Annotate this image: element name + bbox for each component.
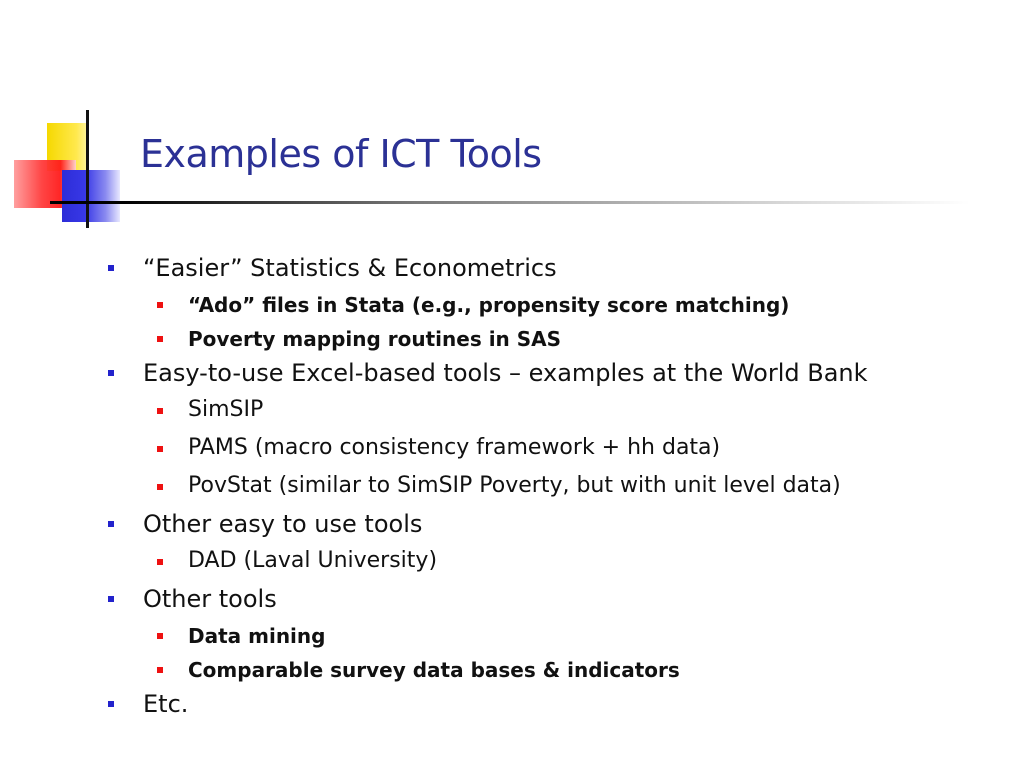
blue-square-bullet-icon [108, 521, 114, 527]
sub-bullet-text: SimSIP [188, 397, 264, 422]
red-square-bullet-icon [157, 302, 163, 308]
sub-bullet-text: Data mining [188, 624, 326, 648]
sub-bullet-text: Poverty mapping routines in SAS [188, 327, 562, 351]
sub-bullet-item-comparable-survey [104, 654, 1004, 688]
bullet-text: “Easier” Statistics & Econometrics [143, 254, 557, 282]
sub-bullet-item-poverty-mapping [104, 323, 1004, 357]
bullet-text: Etc. [143, 690, 189, 718]
bullet-item-other-tools [104, 583, 1004, 620]
sub-bullet-item-data-mining [104, 620, 1004, 654]
red-square-bullet-icon [157, 633, 163, 639]
sub-bullet-text: DAD (Laval University) [188, 548, 438, 573]
red-square-bullet-icon [157, 446, 163, 452]
slide-title: Examples of ICT Tools [140, 132, 542, 176]
sub-bullet-item-pams [104, 432, 1004, 470]
bullet-item-excel-tools [104, 357, 1004, 394]
red-square-bullet-icon [157, 667, 163, 673]
blue-square-bullet-icon [108, 370, 114, 376]
blue-square-bullet-icon [108, 596, 114, 602]
sub-bullet-text: Comparable survey data bases & indicators [188, 658, 680, 682]
sub-bullet-item-ado-files [104, 289, 1004, 323]
red-square-bullet-icon [157, 484, 163, 490]
bullet-item-etc [104, 688, 1004, 725]
red-square-bullet-icon [157, 559, 163, 565]
blue-square-bullet-icon [108, 265, 114, 271]
bullet-item-easier-statistics [104, 252, 1004, 289]
logo-vertical-line [86, 110, 89, 228]
blue-square-bullet-icon [108, 701, 114, 707]
sub-bullet-item-simsip [104, 394, 1004, 432]
blue-square [62, 170, 120, 222]
title-underline [50, 201, 970, 204]
decorative-squares-logo [0, 0, 160, 240]
bullet-text: Easy-to-use Excel-based tools – examples at the World Bank [143, 359, 868, 387]
bullet-text: Other tools [143, 585, 277, 613]
bullet-item-other-easy-tools [104, 508, 1004, 545]
sub-bullet-text: PovStat (similar to SimSIP Poverty, but with unit level data) [188, 473, 841, 498]
sub-bullet-item-povstat [104, 470, 1004, 508]
sub-bullet-text: “Ado” files in Stata (e.g., propensity score matching) [188, 293, 790, 317]
bullet-list [104, 252, 1004, 725]
sub-bullet-text: PAMS (macro consistency framework + hh data) [188, 435, 721, 460]
red-square-bullet-icon [157, 336, 163, 342]
red-square-bullet-icon [157, 408, 163, 414]
bullet-text: Other easy to use tools [143, 510, 423, 538]
sub-bullet-item-dad [104, 545, 1004, 583]
